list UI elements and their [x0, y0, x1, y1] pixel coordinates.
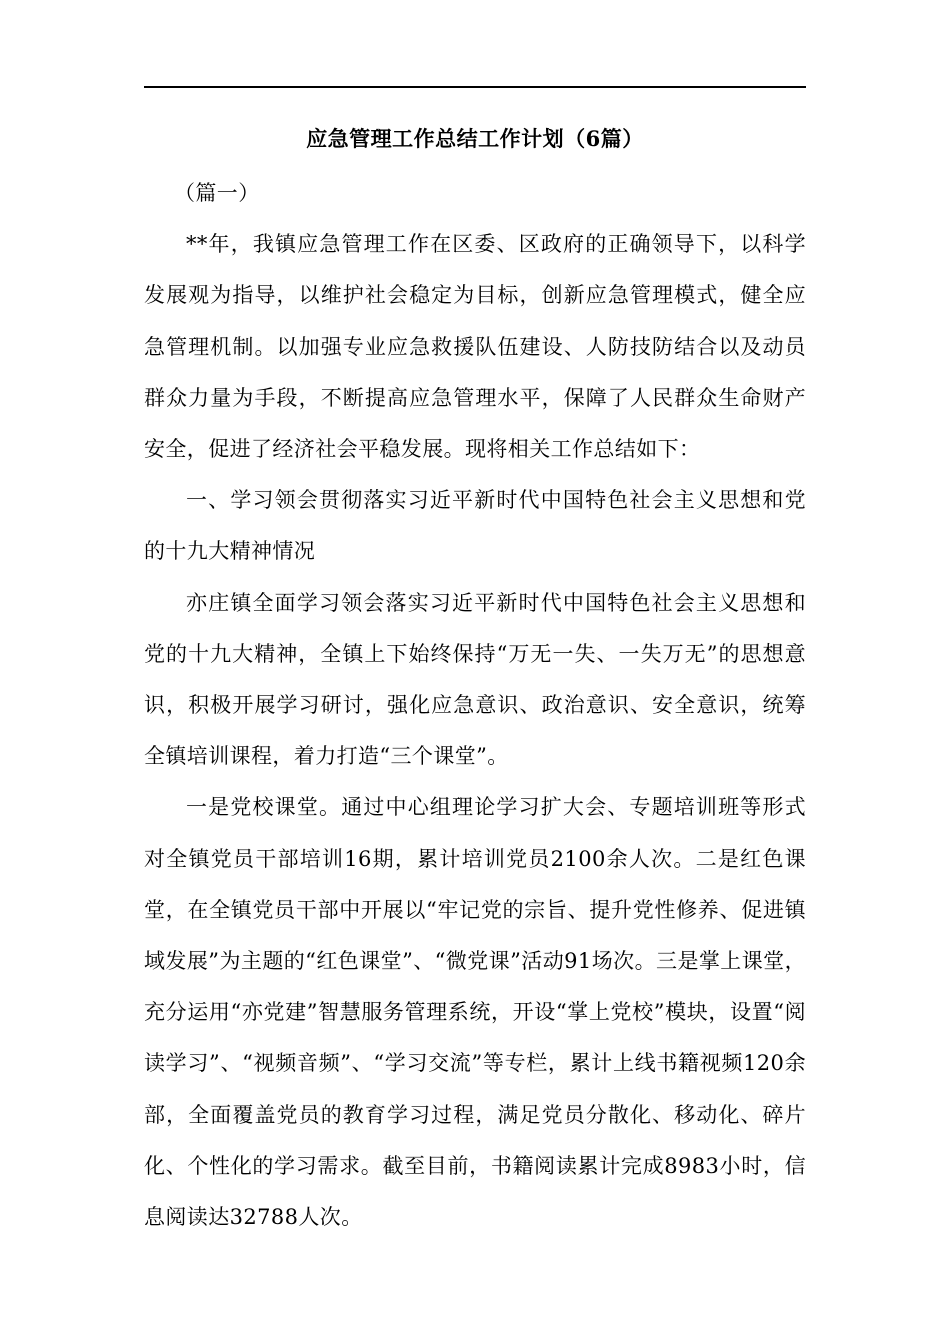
paragraph-study: 亦庄镇全面学习领会落实习近平新时代中国特色社会主义思想和党的十九大精神，全镇上下始终保持“万无一失、一失万无”的思想意识，积极开展学习研讨，强化应急意识、政治意识、安全意识，统筹全镇培训课程，着力打造“三个课堂”。 — [144, 590, 806, 769]
paragraph-classrooms: 一是党校课堂。通过中心组理论学习扩大会、专题培训班等形式对全镇党员干部培训16期，累计培训党员2100余人次。二是红色课堂，在全镇党员干部中开展以“牢记党的宗旨、提升党性修养、促进镇域发展”为主题的“红色课堂”、“微党课”活动91场次。三是掌上课堂，充分运用“亦党建”智慧服务管理系统，开设“掌上党校”模块，设置“阅读学习”、“视频音频”、“学习交流”等专栏，累计上线书籍视频120余部，全面覆盖党员的教育学习过程，满足党员分散化、移动化、碎片化、个性化的学习需求。截至目前，书籍阅读累计完成8983小时，信息阅读达32788人次。 — [144, 795, 806, 1230]
paragraph-heading-1: 一、学习领会贯彻落实习近平新时代中国特色社会主义思想和党的十九大精神情况 — [144, 488, 806, 564]
document-title: 应急管理工作总结工作计划（6篇） — [306, 126, 644, 151]
document-body — [144, 168, 806, 1243]
section-label: （篇一） — [174, 181, 260, 205]
header-rule — [144, 86, 806, 88]
paragraph-intro: **年，我镇应急管理工作在区委、区政府的正确领导下，以科学发展观为指导，以维护社会稳定为目标，创新应急管理模式，健全应急管理机制。以加强专业应急救援队伍建设、人防技防结合以及动员群众力量为手段，不断提高应急管理水平，保障了人民群众生命财产安全，促进了经济社会平稳发展。现将相关工作总结如下： — [144, 232, 806, 462]
